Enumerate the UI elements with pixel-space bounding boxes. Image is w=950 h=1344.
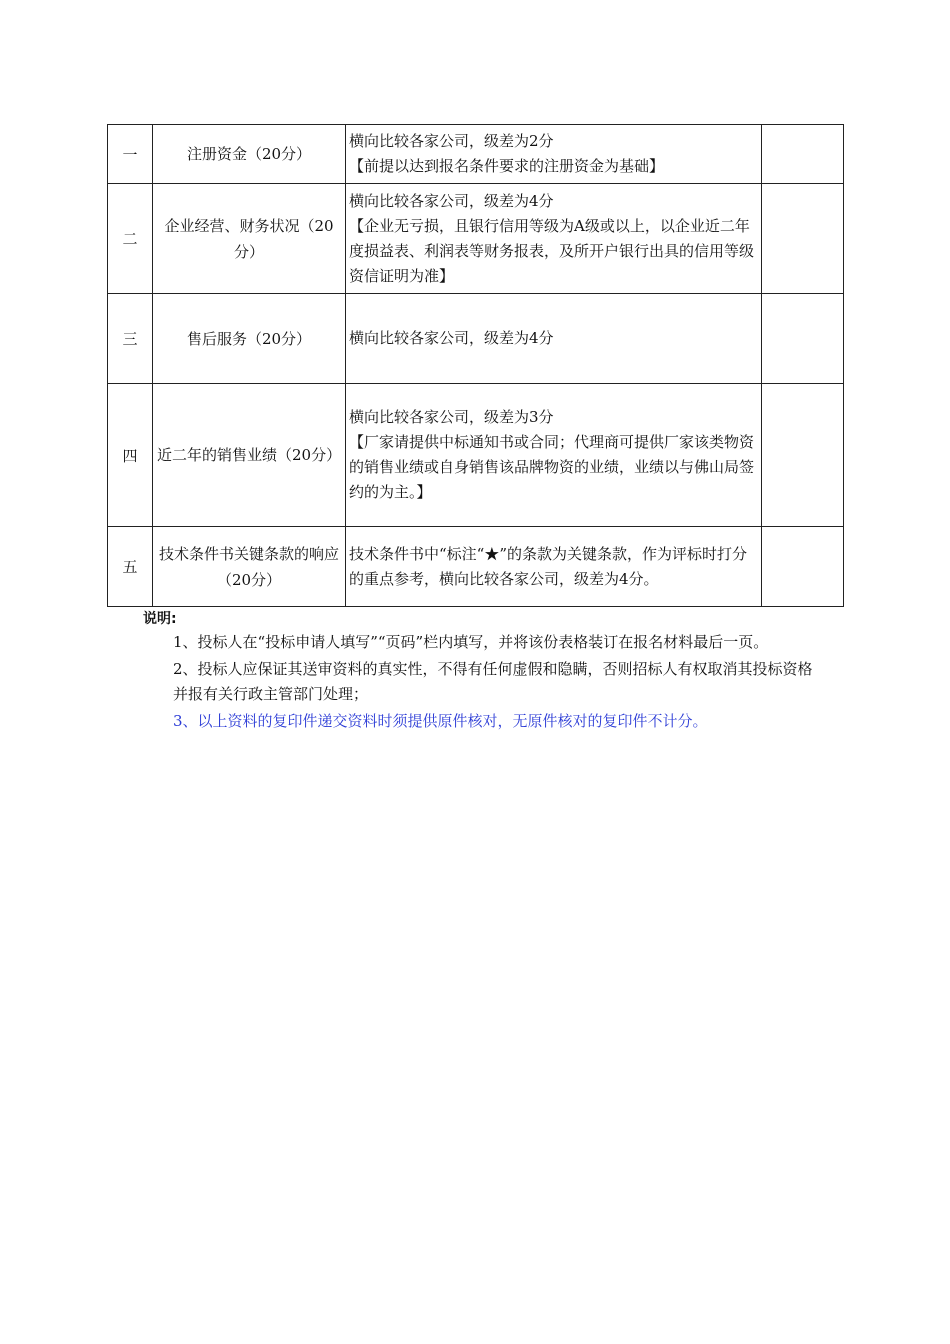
score-cell[interactable] — [762, 294, 844, 384]
rule-cell — [346, 184, 762, 294]
criterion-cell — [153, 384, 346, 527]
table-row — [108, 384, 844, 527]
criterion-label: 注册资金（20分） — [186, 145, 312, 163]
rule-cell — [346, 527, 762, 607]
rule-cell — [346, 384, 762, 527]
rule-text — [346, 189, 761, 289]
score-cell[interactable] — [762, 384, 844, 527]
note-item: 1、投标人在“投标申请人填写”“页码”栏内填写，并将该份表格装订在报名材料最后一页。 — [173, 633, 769, 651]
criterion-cell — [153, 125, 346, 184]
criterion-label: 技术条件书关键条款的响应（20分） — [158, 544, 339, 589]
rule-line: 技术条件书中“标注“★”的条款为关键条款，作为评标时打分的重点参考，横向比较各家公司，级差为4分。 — [349, 544, 748, 588]
criterion-cell — [153, 527, 346, 607]
rule-line: 横向比较各家公司，级差为3分 — [349, 408, 554, 426]
rule-cell — [346, 294, 762, 384]
rule-text — [346, 326, 761, 351]
rule-line: 横向比较各家公司，级差为2分 — [349, 132, 554, 150]
rule-line: 【前提以达到报名条件要求的注册资金为基础】 — [349, 157, 665, 175]
notes-section — [143, 608, 823, 736]
note-item-highlighted: 3、以上资料的复印件递交资料时须提供原件核对，无原件核对的复印件不计分。 — [173, 712, 708, 730]
table-row — [108, 125, 844, 184]
criterion-cell — [153, 184, 346, 294]
score-cell[interactable] — [762, 527, 844, 607]
row-number: 二 — [108, 184, 153, 294]
row-number: 四 — [108, 384, 153, 527]
score-cell[interactable] — [762, 184, 844, 294]
table-row — [108, 294, 844, 384]
rule-line: 横向比较各家公司，级差为4分 — [349, 329, 554, 347]
rule-line: 【企业无亏损，且银行信用等级为A级或以上，以企业近二年度损益表、利润表等财务报表，及所开户银行出具的信用等级资信证明为准】 — [349, 216, 755, 285]
rule-cell — [346, 125, 762, 184]
row-number: 五 — [108, 527, 153, 607]
scoring-table — [107, 124, 844, 607]
criterion-label: 售后服务（20分） — [186, 329, 312, 348]
notes-title: 说明: — [143, 611, 177, 627]
rule-line: 横向比较各家公司，级差为4分 — [349, 191, 554, 210]
row-number: 三 — [108, 294, 153, 384]
note-item: 2、投标人应保证其送审资料的真实性，不得有任何虚假和隐瞒，否则招标人有权取消其投标资格并报有关行政主管部门处理； — [173, 660, 813, 703]
rule-text — [346, 129, 761, 179]
criterion-cell — [153, 294, 346, 384]
rule-text — [346, 542, 761, 592]
table-row — [108, 184, 844, 294]
rule-line: 【厂家请提供中标通知书或合同；代理商可提供厂家该类物资的销售业绩或自身销售该品牌物资的业绩，业绩以与佛山局签约的为主。】 — [349, 433, 755, 501]
score-cell[interactable] — [762, 125, 844, 184]
criterion-label: 企业经营、财务状况（20分） — [164, 216, 334, 261]
row-number: 一 — [108, 125, 153, 184]
criterion-label: 近二年的销售业绩（20分） — [157, 446, 342, 464]
rule-text — [346, 405, 761, 505]
table-row — [108, 527, 844, 607]
